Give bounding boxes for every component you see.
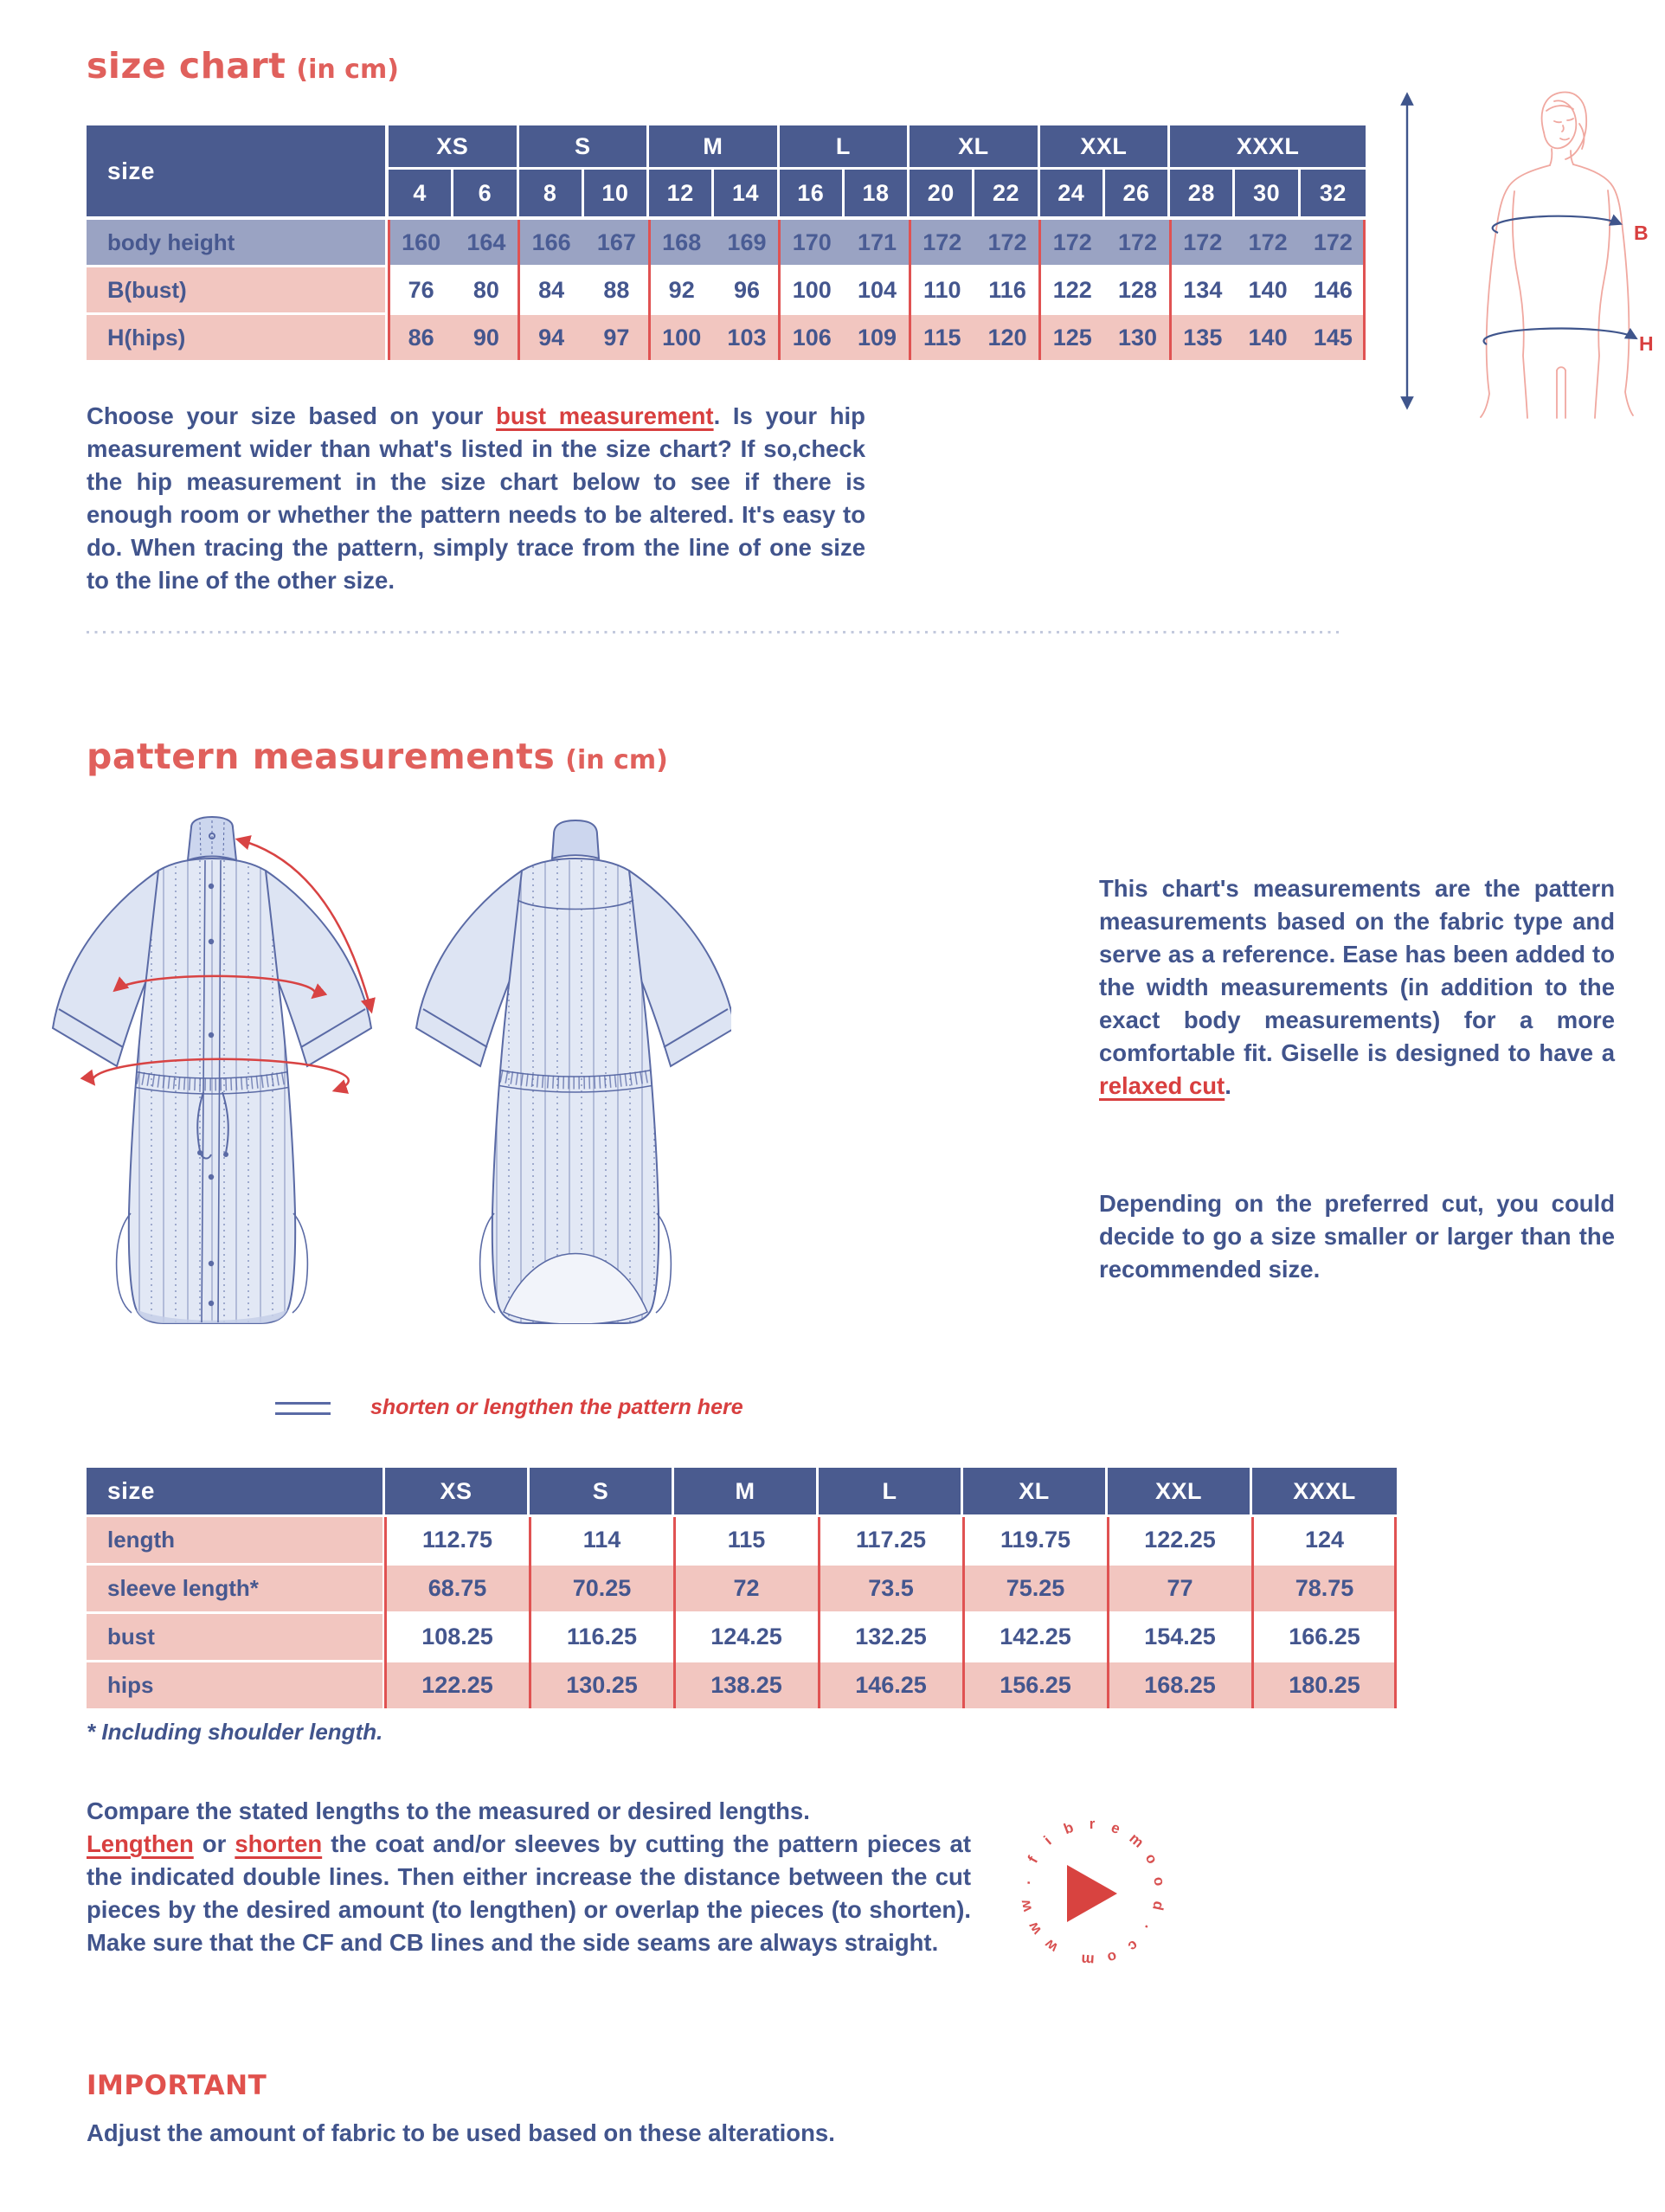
measurement-value: 146 [1313,276,1353,303]
bust-measure-line [1493,216,1619,233]
measurement-value: 104 [857,276,897,303]
logo-letter: m [1081,1951,1096,1969]
measurement-value: 172 [1118,228,1158,255]
column-divider [818,1517,820,1708]
size-chart-title [87,45,399,87]
group-divider [1363,220,1366,360]
size-chart-table [87,125,1366,361]
logo-letter: c [1125,1936,1142,1955]
row-label: length [87,1517,382,1563]
coat-front-view [53,817,371,1328]
measurement-value: 125 [1052,324,1092,350]
woman-outline [1481,93,1633,418]
group-divider [1169,220,1172,360]
legend-label: shorten or lengthen the pattern here [370,1395,743,1419]
size-column-header: S [530,1468,672,1514]
group-divider [909,220,911,360]
row-label: B (bust) [87,267,385,312]
measurement-value: 169 [727,228,767,255]
size-number-header: 20 [910,170,972,216]
row-label: bust [87,1614,382,1660]
size-number-header: 8 [519,170,582,216]
measurement-value: 106 [792,324,832,350]
size-number-header: 4 [389,170,451,216]
size-number-header: 30 [1235,170,1297,216]
measurement-value: 135 [1183,324,1223,350]
column-divider [1107,1517,1109,1708]
group-divider [388,220,390,360]
measurement-value: 76 [408,276,434,303]
size-column-header: XXL [1108,1468,1250,1514]
title-text: pattern measurements [87,736,556,777]
size-number-header: 32 [1301,170,1366,216]
logo-letter: o [1141,1850,1161,1868]
group-divider [518,220,520,360]
logo-letter: f [1024,1853,1041,1866]
logo-letter: b [1061,1818,1076,1838]
measurement-value: 115 [922,324,961,350]
body-measurement-figure [1385,82,1665,420]
measurement-value: 78.75 [1295,1575,1354,1601]
measurement-value: 132.25 [855,1624,927,1649]
measurement-value: 119.75 [1000,1527,1071,1553]
measurement-value: 110 [922,276,961,303]
pattern-measurements-title [87,736,668,777]
measurement-value: 170 [792,228,832,255]
size-column-header: XXXL [1252,1468,1397,1514]
measurement-value: 122.25 [421,1672,493,1698]
measurement-value: 140 [1248,276,1288,303]
emphasis-link: shorten [235,1830,323,1857]
logo-letter: w [1016,1899,1035,1914]
size-group-header: XXL [1040,125,1168,167]
measurement-value: 138.25 [710,1672,782,1698]
hips-label: H [1639,332,1654,355]
group-divider [1038,220,1041,360]
measurement-value: 92 [668,276,695,303]
measurement-value: 167 [596,228,636,255]
measurement-value: 97 [603,324,630,350]
measurement-value: 84 [538,276,565,303]
column-divider [529,1517,531,1708]
column-divider [1251,1517,1254,1708]
logo-letter: . [1016,1879,1034,1886]
important-heading: IMPORTANT [87,2070,267,2101]
size-number-header: 28 [1170,170,1232,216]
row-label: body height [87,220,385,265]
size-number-header: 6 [453,170,516,216]
measurement-value: 112.75 [421,1527,493,1553]
column-divider [384,1517,387,1708]
measurement-value: 134 [1183,276,1223,303]
column-divider [673,1517,676,1708]
emphasis-link: relaxed cut [1099,1072,1225,1099]
size-number-header: 26 [1105,170,1167,216]
coat-technical-drawings [22,809,731,1363]
column-divider [962,1517,965,1708]
emphasis-link: Lengthen [87,1830,194,1857]
measurement-value: 88 [603,276,630,303]
measurement-value: 108.25 [421,1624,493,1649]
size-number-header: 22 [974,170,1037,216]
measurement-value: 116 [988,276,1026,303]
pattern-info-paragraph-1: This chart's measurements are the pattern measurements based on the fabric type and serve as a reference. Ease has been added to the width measurements (in addition to the exact body measurements) for a more comfortable fit. Giselle is designed to have a relaxed cut. [1099,875,1615,1099]
measurement-value: 172 [1313,228,1353,255]
logo-letter: i [1040,1833,1055,1849]
title-unit: (in cm) [565,745,668,775]
logo-letter: m [1126,1829,1147,1851]
measurement-value: 100 [662,324,702,350]
size-column-header: XL [963,1468,1105,1514]
logo-letter: r [1089,1815,1096,1833]
measurement-value: 140 [1248,324,1288,350]
measurement-value: 180.25 [1289,1672,1360,1698]
logo-letter: o [1105,1947,1119,1966]
measurement-value: 172 [1183,228,1223,255]
measurement-value: 72 [733,1575,760,1601]
fibremood-logo [997,1797,1187,1987]
row-label: sleeve length* [87,1566,382,1611]
group-divider [778,220,781,360]
important-text: Adjust the amount of fabric to be used based on these alterations. [87,2119,835,2146]
row-label: hips [87,1662,382,1708]
emphasis-link: bust measurement [496,402,714,429]
measurement-value: 172 [1248,228,1288,255]
pattern-table-corner: size [87,1468,382,1514]
measurement-value: 80 [472,276,499,303]
logo-circle-text [997,1797,1187,1987]
measurement-value: 146.25 [855,1672,927,1698]
measurement-value: 154.25 [1144,1624,1216,1649]
alteration-instructions: Compare the stated lengths to the measured or desired lengths. Lengthen or shorten the coat and/or sleeves by cutting the pattern pieces at the indicated double lines. Then either increase the distance between the cut pieces by the desired amount (to lengthen) or overlap the pieces (to shorten). Make sure that the CF and CB lines and the side seams are always straight. [87,1797,972,1956]
measurement-value: 164 [466,228,506,255]
measurement-value: 122.25 [1144,1527,1216,1553]
size-number-header: 14 [714,170,776,216]
footnote: * Including shoulder length. [87,1719,383,1745]
measurement-value: 168.25 [1144,1672,1216,1698]
measurement-value: 117.25 [855,1527,927,1553]
dotted-divider [87,631,1340,633]
size-group-header: XS [389,125,517,167]
measurement-value: 120 [987,324,1027,350]
measurement-value: 122 [1052,276,1092,303]
measurement-value: 145 [1313,324,1353,350]
measurement-value: 114 [582,1527,621,1553]
title-text: size chart [87,45,286,87]
size-number-header: 12 [649,170,711,216]
size-column-header: L [819,1468,961,1514]
logo-letter: w [1025,1919,1045,1938]
back-collar [552,820,599,858]
measurement-value: 90 [472,324,499,350]
hips-measure-line [1484,329,1635,344]
measurement-value: 116.25 [566,1624,638,1649]
size-group-header: M [649,125,777,167]
measurement-value: 73.5 [868,1575,914,1601]
row-label: H (hips) [87,315,385,360]
coat-back-view [416,820,731,1324]
logo-letter: o [1150,1875,1168,1887]
title-unit: (in cm) [296,55,399,85]
measurement-value: 103 [727,324,767,350]
measurement-value: 172 [922,228,962,255]
group-divider [648,220,651,360]
measurement-value: 100 [792,276,832,303]
measurement-value: 96 [733,276,760,303]
column-divider [1394,1517,1397,1708]
measurement-value: 172 [1052,228,1092,255]
measurement-value: 124.25 [710,1624,782,1649]
measurement-value: 171 [857,228,897,255]
measurement-value: 86 [408,324,434,350]
measurement-value: 166.25 [1289,1624,1360,1649]
logo-letter: . [1141,1921,1158,1934]
size-column-header: M [674,1468,816,1514]
size-advice-paragraph: Choose your size based on your bust measurement. Is your hip measurement wider than what's listed in the size chart? If so,check the hip measurement in the size chart below to see if there is enough room or whether the pattern needs to be altered. It's easy to do. When tracing the pattern, simply trace from the line of one size to the line of the other size. [87,402,865,594]
double-line-icon [275,1402,331,1415]
measurement-value: 142.25 [1000,1624,1071,1649]
measurement-value: 172 [987,228,1027,255]
measurement-value: 70.25 [572,1575,632,1601]
size-column-header: XS [385,1468,527,1514]
pattern-info-paragraph-2: Depending on the preferred cut, you could decide to go a size smaller or larger than the recommended size. [1099,1190,1615,1283]
logo-letter: d [1149,1900,1168,1913]
measurement-value: 168 [662,228,702,255]
measurement-value: 124 [1304,1527,1345,1553]
size-number-header: 18 [845,170,907,216]
logo-letter: e [1109,1818,1122,1837]
size-chart-corner: size [87,125,385,216]
logo-letter: w [1041,1936,1061,1957]
size-number-header: 10 [584,170,646,216]
size-group-header: XXXL [1170,125,1366,167]
measurement-value: 115 [727,1527,766,1553]
measurement-value: 130.25 [566,1672,638,1698]
measurement-value: 68.75 [428,1575,487,1601]
measurement-value: 166 [531,228,571,255]
size-group-header: L [780,125,908,167]
pattern-table [87,1468,1397,1708]
measurement-value: 94 [538,324,565,350]
measurement-value: 77 [1167,1575,1193,1601]
measurement-value: 75.25 [1006,1575,1065,1601]
measurement-value: 156.25 [1000,1672,1071,1698]
measurement-value: 160 [402,228,441,255]
measurement-value: 128 [1118,276,1158,303]
measurement-value: 130 [1118,324,1158,350]
measurement-value: 109 [857,324,897,350]
size-number-header: 16 [780,170,842,216]
size-group-header: XL [910,125,1038,167]
size-group-header: S [519,125,647,167]
bust-label: B [1634,222,1649,244]
size-number-header: 24 [1040,170,1102,216]
